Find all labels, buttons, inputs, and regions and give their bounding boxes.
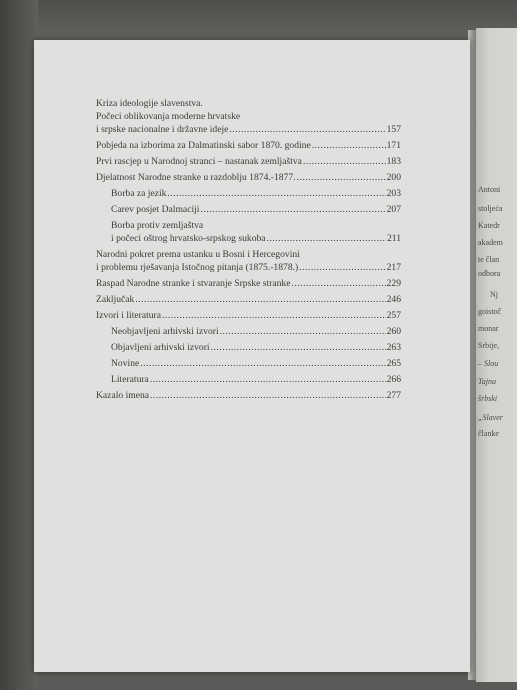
toc-entry-title: Zaključak bbox=[96, 294, 135, 305]
toc-entry bbox=[96, 277, 401, 290]
right-page bbox=[476, 28, 517, 682]
toc-entry-title: Djelatnost Narodne stranke u razdoblju 1874.-1877. bbox=[96, 172, 296, 183]
right-page-text: odbora bbox=[478, 269, 501, 278]
toc-page-number: 260 bbox=[386, 326, 401, 337]
toc-page-number: 263 bbox=[386, 342, 401, 353]
toc-entry bbox=[96, 325, 401, 338]
right-page-text: članke bbox=[478, 429, 499, 438]
toc-page-number: 211 bbox=[386, 233, 401, 244]
dot-leader bbox=[267, 232, 386, 245]
dot-leader bbox=[312, 139, 386, 152]
dot-leader bbox=[297, 171, 386, 184]
dot-leader bbox=[220, 325, 386, 338]
toc-entry bbox=[96, 373, 401, 386]
toc-entry-title: Objavljeni arhivski izvori bbox=[111, 342, 210, 353]
toc-entry bbox=[96, 155, 401, 168]
dot-leader bbox=[162, 309, 386, 322]
toc-entry-title: Raspad Narodne stranke i stvaranje Srpske stranke bbox=[96, 278, 291, 289]
toc-entry-title: Borba za jezik bbox=[111, 188, 167, 199]
toc-entry-title: i srpske nacionalne i državne ideje bbox=[96, 124, 229, 135]
toc-page-number: 203 bbox=[386, 188, 401, 199]
dot-leader bbox=[229, 123, 385, 136]
dot-leader bbox=[150, 389, 386, 402]
toc-entry bbox=[96, 97, 401, 136]
dot-leader bbox=[140, 357, 385, 370]
toc-page-number: 229 bbox=[386, 278, 401, 289]
toc-page-number: 183 bbox=[386, 156, 401, 167]
toc-page-number: 246 bbox=[386, 294, 401, 305]
toc-entry bbox=[96, 293, 401, 306]
toc-entry-title: Izvori i literatura bbox=[96, 310, 161, 321]
right-page-text: šrbski bbox=[478, 394, 498, 403]
toc-entry bbox=[96, 389, 401, 402]
toc-page-number: 277 bbox=[386, 390, 401, 401]
table-of-contents bbox=[96, 97, 401, 402]
toc-entry-title: Kazalo imena bbox=[96, 390, 150, 401]
dot-leader bbox=[167, 187, 385, 200]
toc-page-number: 207 bbox=[386, 204, 401, 215]
toc-entry-title-line: Počeci oblikovanja moderne hrvatske bbox=[96, 111, 241, 122]
dot-leader bbox=[291, 277, 385, 290]
right-page-text: te član bbox=[478, 255, 500, 264]
toc-entry bbox=[96, 171, 401, 184]
toc-entry bbox=[96, 248, 401, 274]
toc-page-number: 171 bbox=[386, 140, 401, 151]
toc-entry-title: Novine bbox=[111, 358, 140, 369]
right-page-text: akadem bbox=[478, 238, 503, 247]
right-page-text: „Slaver bbox=[478, 413, 503, 422]
toc-entry-title: Prvi rascjep u Narodnoj stranci – nastanak zemljaštva bbox=[96, 156, 302, 167]
toc-entry-title: i problemu rješavanja Istočnog pitanja (1875.-1878.) bbox=[96, 262, 299, 273]
toc-entry-title-line: Borba protiv zemljaštva bbox=[111, 220, 204, 231]
book-cover-edge bbox=[0, 0, 38, 690]
toc-entry-title: Literatura bbox=[111, 374, 149, 385]
right-page-text: Katedr bbox=[478, 221, 500, 230]
toc-page-number: 266 bbox=[386, 374, 401, 385]
toc-page-number: 200 bbox=[386, 172, 401, 183]
toc-entry bbox=[96, 309, 401, 322]
dot-leader bbox=[150, 373, 386, 386]
dot-leader bbox=[299, 261, 385, 274]
right-page-text: – Slou bbox=[478, 359, 499, 368]
toc-entry bbox=[96, 341, 401, 354]
dot-leader bbox=[200, 203, 385, 216]
toc-entry bbox=[96, 187, 401, 200]
toc-entry bbox=[96, 219, 401, 245]
toc-entry-title-line: Narodni pokret prema ustanku u Bosni i Hercegovini bbox=[96, 249, 300, 260]
dot-leader bbox=[135, 293, 385, 306]
right-page-text: Nj bbox=[490, 290, 498, 299]
toc-page-number: 257 bbox=[386, 310, 401, 321]
toc-entry-title: Pobjeda na izborima za Dalmatinski sabor 1870. godine bbox=[96, 140, 311, 151]
right-page-text: monar bbox=[478, 324, 499, 333]
dot-leader bbox=[211, 341, 386, 354]
dot-leader bbox=[303, 155, 386, 168]
right-page-text: Srbije, bbox=[478, 341, 500, 350]
toc-entry-title: Neobjavljeni arhivski izvori bbox=[111, 326, 219, 337]
background-surface bbox=[0, 0, 517, 40]
right-page-text: Antoni bbox=[478, 185, 501, 194]
toc-entry bbox=[96, 357, 401, 370]
toc-entry bbox=[96, 139, 401, 152]
toc-entry bbox=[96, 203, 401, 216]
toc-entry-title-line: Kriza ideologije slavenstva. bbox=[96, 98, 203, 109]
toc-page-number: 217 bbox=[386, 262, 401, 273]
toc-entry-title: i počeci oštrog hrvatsko-srpskog sukoba bbox=[111, 233, 266, 244]
toc-page-number: 265 bbox=[386, 358, 401, 369]
toc-entry-title: Carev posjet Dalmaciji bbox=[111, 204, 200, 215]
toc-page-number: 157 bbox=[386, 124, 401, 135]
right-page-text: stoljeća bbox=[478, 204, 503, 213]
right-page-text: Tajna bbox=[478, 377, 496, 386]
right-page-text: goistoč bbox=[478, 307, 502, 316]
